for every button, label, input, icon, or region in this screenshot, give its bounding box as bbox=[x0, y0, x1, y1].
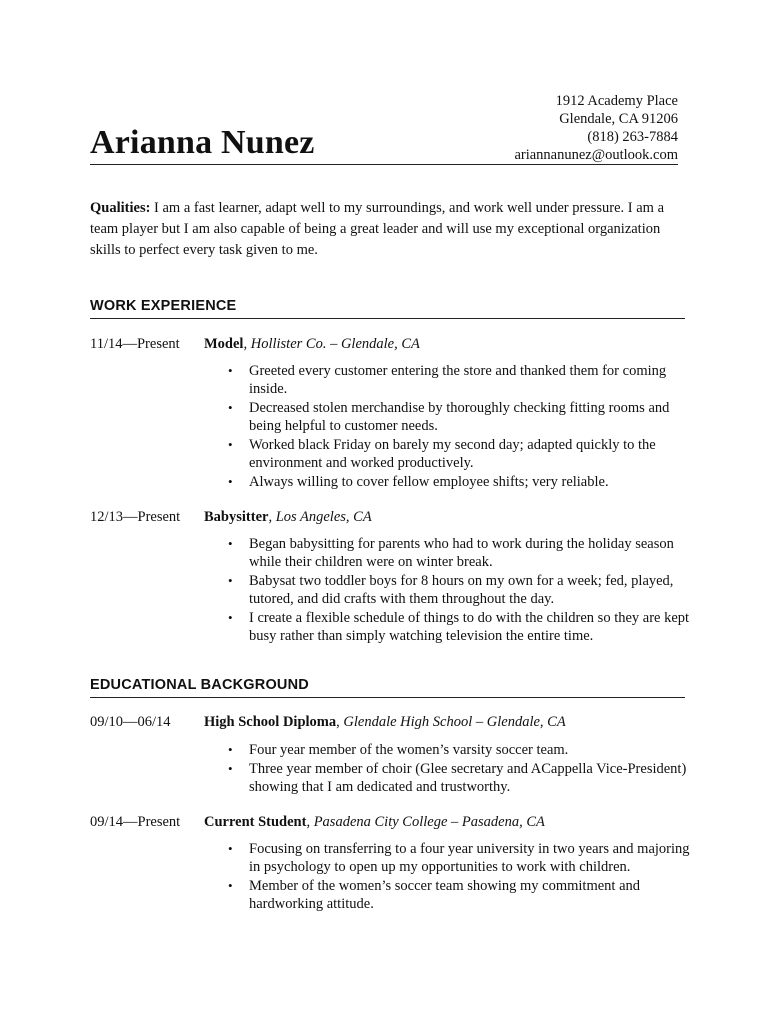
education-degree: Current Student bbox=[204, 814, 307, 830]
education-institution: Pasadena City College – Pasadena, CA bbox=[313, 814, 545, 830]
education-heading: EDUCATIONAL BACKGROUND bbox=[90, 677, 685, 698]
qualities-text: I am a fast learner, adapt well to my surroundings, and work well under pressure. I am a team player but I am also capable of being a great leader and will use my exceptional organization skills to perfect every task given to me. bbox=[90, 200, 665, 258]
contact-block bbox=[514, 92, 678, 164]
header-divider bbox=[90, 164, 678, 165]
qualities-paragraph bbox=[90, 198, 685, 261]
list-item: • Three year member of choir (Glee secretary and ACappella Vice-President) showing that I am dedicated and trustworthy. bbox=[249, 760, 704, 796]
job-organization: Los Angeles, CA bbox=[275, 509, 372, 525]
list-item: • Decreased stolen merchandise by thoroughly checking fitting rooms and being helpful to customer needs. bbox=[249, 399, 704, 435]
education-title: High School Diploma, Glendale High School – Glendale, CA bbox=[204, 714, 566, 730]
list-item: • Four year member of the women’s varsity soccer team. bbox=[249, 741, 704, 759]
list-item: • Began babysitting for parents who had to work during the holiday season while their children were on winter break. bbox=[249, 535, 704, 571]
list-item: • Greeted every customer entering the store and thanked them for coming inside. bbox=[249, 362, 704, 398]
job-role: Model bbox=[204, 336, 244, 352]
education-bullet-list bbox=[226, 840, 704, 914]
list-item: • Focusing on transferring to a four year university in two years and majoring in psychology to open up my opportunities to work with children. bbox=[249, 840, 704, 876]
job-date: 11/14—Present bbox=[90, 336, 180, 352]
education-date: 09/10—06/14 bbox=[90, 714, 171, 730]
address-line-1: 1912 Academy Place bbox=[555, 93, 678, 109]
job-date: 12/13—Present bbox=[90, 509, 181, 525]
list-item: • Always willing to cover fellow employee shifts; very reliable. bbox=[249, 473, 704, 491]
job-role: Babysitter bbox=[204, 509, 269, 525]
job-title: Babysitter, Los Angeles, CA bbox=[204, 509, 372, 525]
email-address: ariannanunez@outlook.com bbox=[514, 147, 678, 163]
education-institution: Glendale High School – Glendale, CA bbox=[343, 714, 566, 730]
education-bullet-list bbox=[226, 741, 704, 797]
list-item: • I create a flexible schedule of things to do with the children so they are kept busy rather than simply watching television the entire time. bbox=[249, 609, 704, 645]
education-title: Current Student, Pasadena City College – Pasadena, CA bbox=[204, 814, 545, 830]
qualities-label: Qualities: bbox=[90, 200, 151, 216]
job-title: Model, Hollister Co. – Glendale, CA bbox=[204, 336, 420, 352]
list-item: • Babysat two toddler boys for 8 hours on my own for a week; fed, played, tutored, and did crafts with them throughout the day. bbox=[249, 572, 704, 608]
applicant-name: Arianna Nunez bbox=[90, 124, 315, 161]
job-bullet-list bbox=[226, 535, 704, 646]
education-date: 09/14—Present bbox=[90, 814, 181, 830]
education-degree: High School Diploma bbox=[204, 714, 337, 730]
list-item: • Worked black Friday on barely my second day; adapted quickly to the environment and worked productively. bbox=[249, 436, 704, 472]
phone-number: (818) 263-7884 bbox=[587, 129, 678, 145]
list-item: • Member of the women’s soccer team showing my commitment and hardworking attitude. bbox=[249, 877, 704, 913]
work-experience-heading: WORK EXPERIENCE bbox=[90, 298, 685, 319]
job-bullet-list bbox=[226, 362, 704, 492]
address-line-2: Glendale, CA 91206 bbox=[559, 111, 678, 127]
job-organization: Hollister Co. – Glendale, CA bbox=[250, 336, 420, 352]
